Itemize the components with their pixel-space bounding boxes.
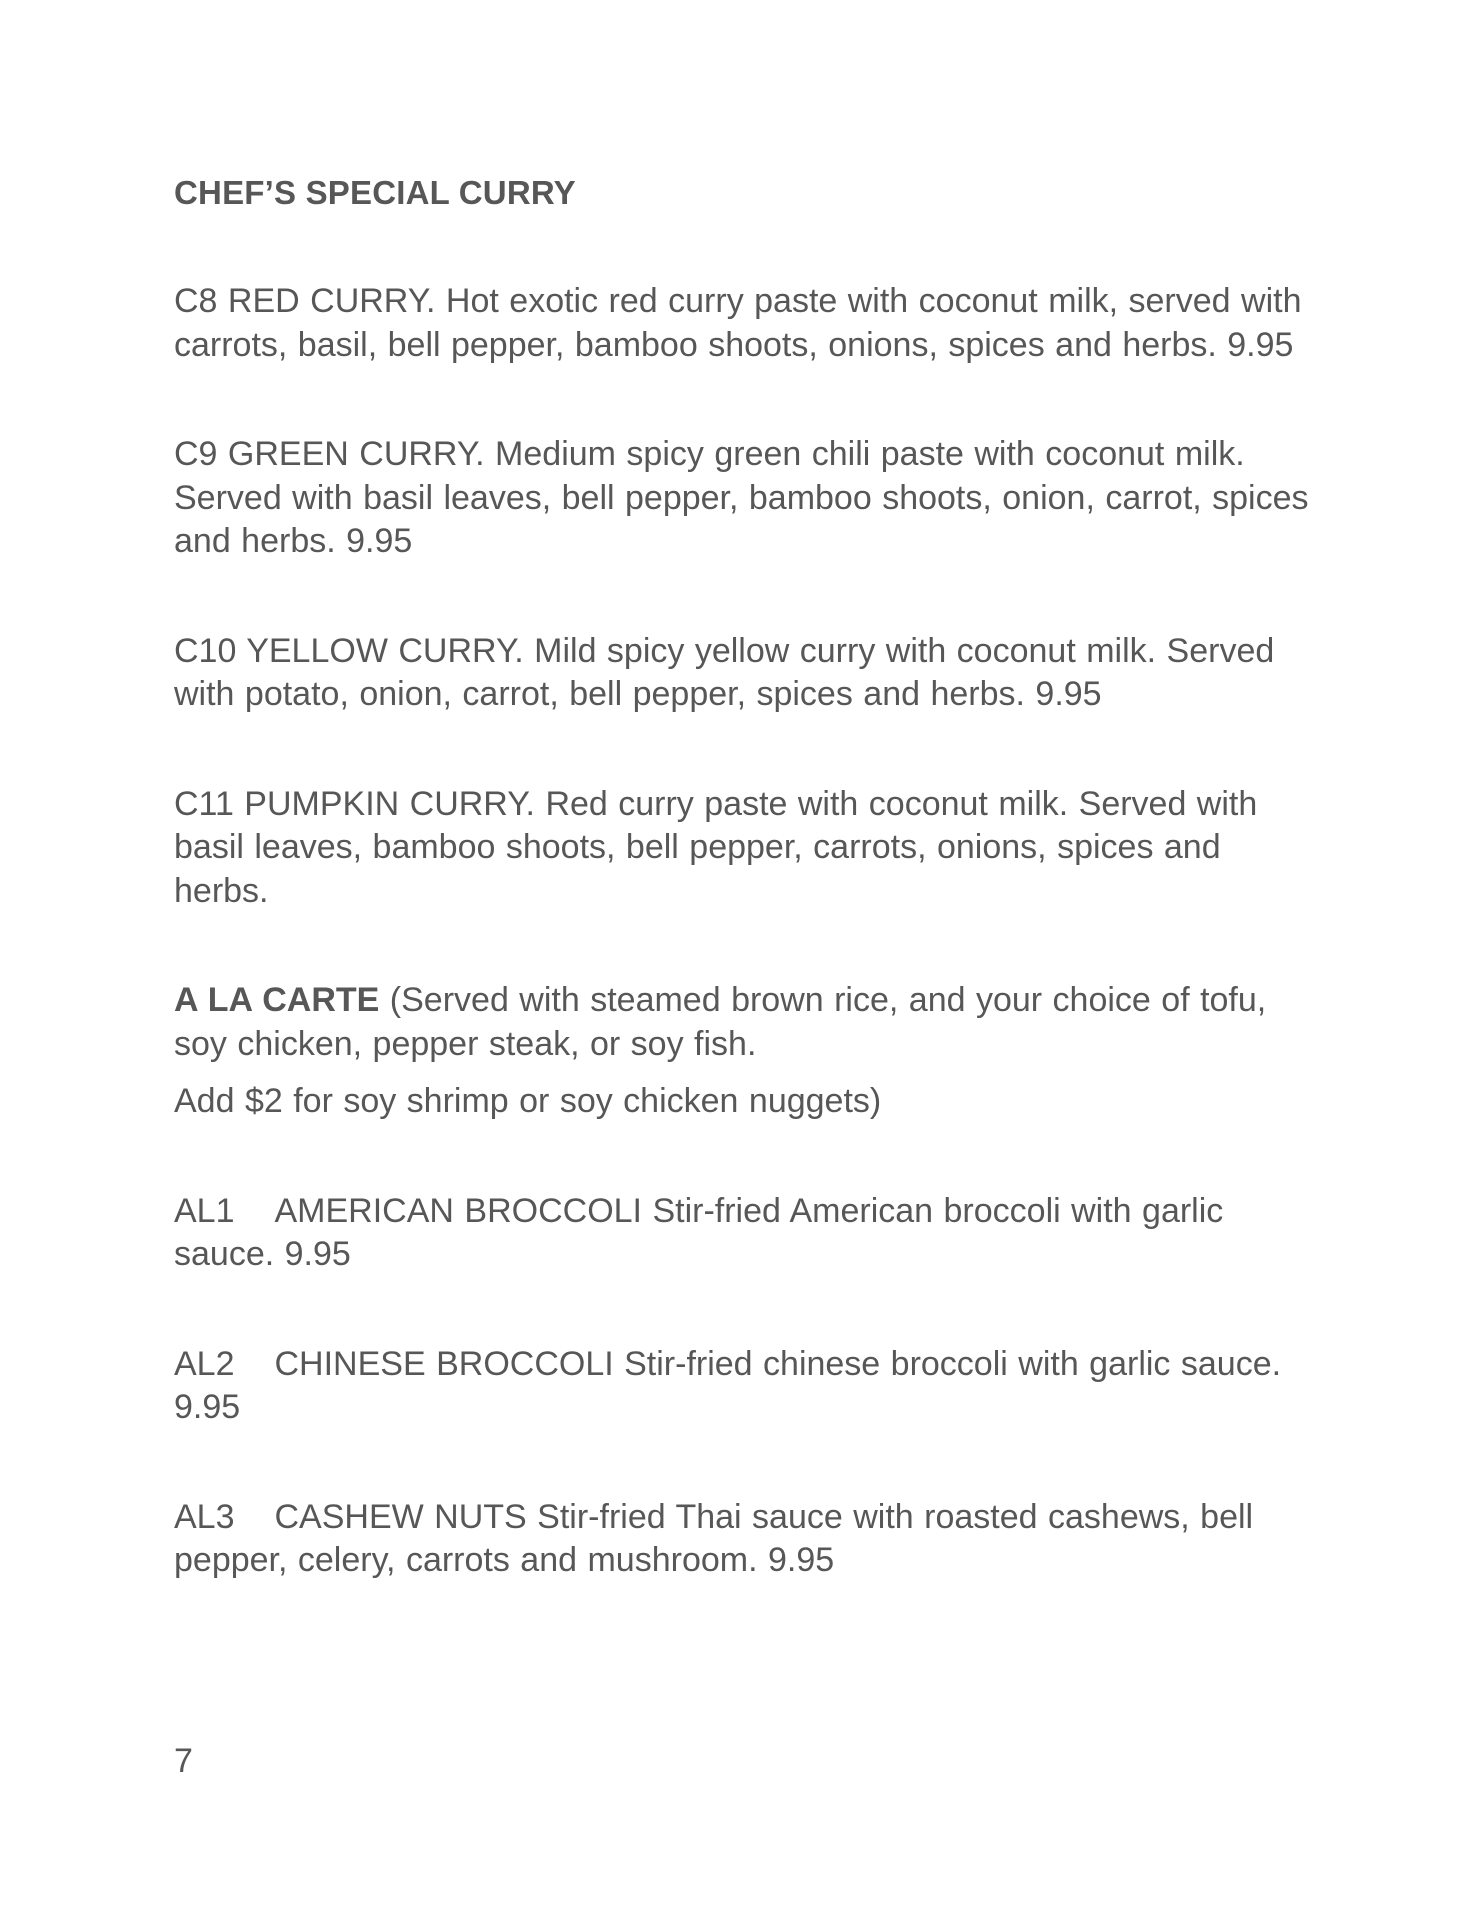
menu-item-c10: C10 YELLOW CURRY. Mild spicy yellow curry with coconut milk. Served with potato, onion, carrot, bell pepper, spices and herbs. 9.95 [174, 631, 1275, 713]
menu-item-c9: C9 GREEN CURRY. Medium spicy green chili paste with coconut milk. Served with basil leaves, bell pepper, bamboo shoots, onion, carrot, spices and herbs. 9.95 [174, 435, 1309, 560]
section-heading: CHEF’S SPECIAL CURRY [174, 174, 576, 211]
a-la-carte-title: A LA CARTE [174, 981, 380, 1019]
item-code: AL2 [174, 1344, 235, 1383]
menu-item-al2 [174, 1343, 1314, 1430]
item-code: AL3 [174, 1497, 235, 1536]
item-description: CASHEW NUTS Stir-fried Thai sauce with roasted cashews, bell pepper, celery, carrots and mushroom. 9.95 [174, 1497, 1254, 1579]
a-la-carte-description: (Served with steamed brown rice, and your choice of tofu, soy chicken, pepper steak, or soy fish. [174, 981, 1267, 1063]
menu-item-c8: C8 RED CURRY. Hot exotic red curry paste with coconut milk, served with carrots, basil, bell pepper, bamboo shoots, onions, spices and herbs. 9.95 [174, 282, 1302, 364]
menu-item-al1 [174, 1190, 1314, 1277]
menu-item-al3 [174, 1496, 1314, 1583]
item-code: AL1 [174, 1191, 235, 1230]
menu-item-c11: C11 PUMPKIN CURRY. Red curry paste with coconut milk. Served with basil leaves, bamboo shoots, bell pepper, carrots, onions, spices and herbs. [174, 784, 1258, 910]
menu-page [174, 172, 1314, 1649]
item-description: AMERICAN BROCCOLI Stir-fried American broccoli with garlic sauce. 9.95 [174, 1191, 1224, 1273]
page-number: 7 [174, 1742, 193, 1780]
item-description: CHINESE BROCCOLI Stir-fried chinese broccoli with garlic sauce. 9.95 [174, 1344, 1282, 1426]
a-la-carte-intro [174, 979, 1314, 1066]
a-la-carte-note: Add $2 for soy shrimp or soy chicken nuggets) [174, 1082, 882, 1120]
